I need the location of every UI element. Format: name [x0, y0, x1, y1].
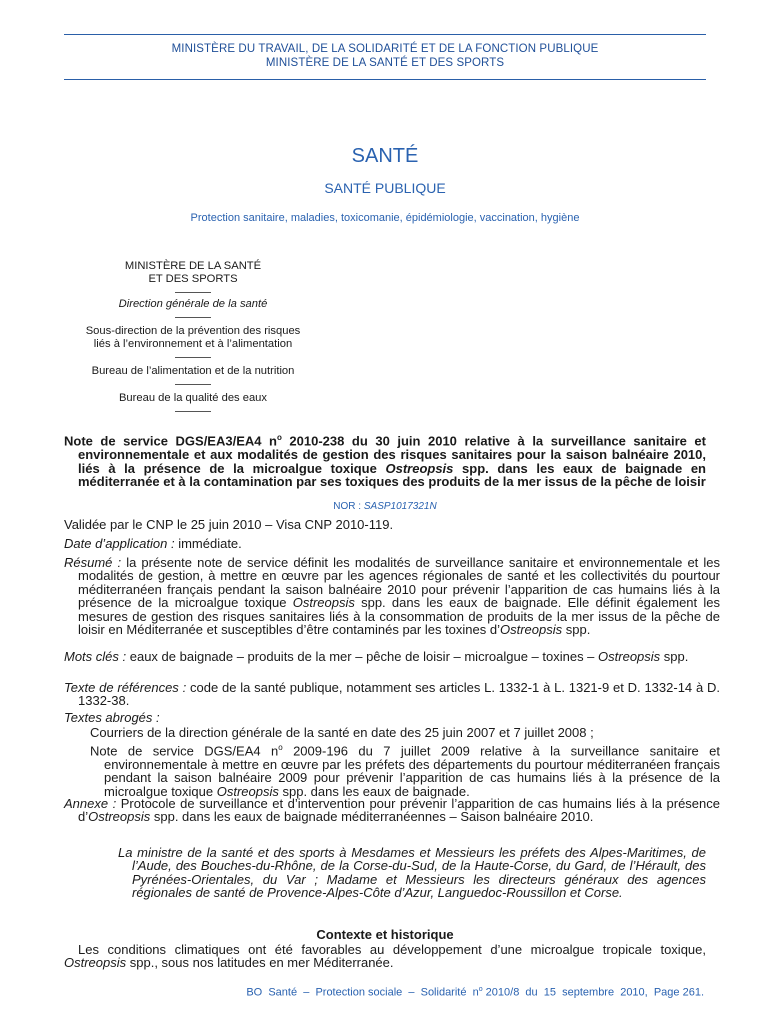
abroges-item1-text: Courriers de la direction générale de la santé en date des 25 juin 2007 et 7 juillet 2008 ;: [90, 725, 594, 740]
org-bureau-eaux: [58, 392, 328, 412]
annexe-italic: Ostreopsis: [88, 809, 151, 825]
divider: [175, 384, 211, 385]
texte-references: [64, 681, 720, 708]
abroges-item2-text: 2009-196 du 7 juillet 2009 relative à la surveillance sanitaire et environnementale à mettre en œuvre par les préfets des départements du pourtour méditerranéen français pendant la saison balnéaire 2009 pour prévenir l’apparition de cas humains liés à la présence de la microalgue toxique: [104, 743, 720, 799]
footer-text: BO Santé – Protection sociale – Solidarité n: [246, 986, 479, 999]
textes-abroges-item2: [90, 741, 720, 798]
address-paragraph: [118, 846, 706, 900]
resume-text: la présente note de service définit les modalités de surveillance sanitaire et environnementale et les modalités de gestion, à mettre en œuvre par les agences régionales de santé et les collectivités du pourtour méditerranéen français pendant la saison balnéaire 2010 pour prévenir l’apparition de cas humains liés à la présence de la microalgue toxique: [78, 555, 720, 611]
resume-text: spp. dans les eaux de baignade. Elle définit également les mesures de gestion des risques sanitaires liés à la consommation de produits de la mer issus de la pêche de loisir en Méditerranée et susceptibles d’être contaminés par les toxines d’: [78, 595, 720, 638]
annexe-paragraph: [64, 797, 720, 824]
abroges-item2-text: Note de service DGS/EA4 n: [90, 743, 279, 759]
org-ministry: [58, 260, 328, 293]
resume-text: spp.: [562, 622, 591, 638]
context-text: Les conditions climatiques ont été favorables au développement d’une microalgue tropicale toxique,: [78, 942, 706, 957]
footer-sup: o: [478, 986, 483, 993]
nor-label: NOR :: [333, 501, 362, 512]
note-title-sup: o: [276, 433, 282, 442]
note-title-text: Note de service DGS/EA3/EA4 n: [64, 433, 277, 449]
org-ministry-line2: ET DES SPORTS: [148, 273, 238, 285]
ministry-header-line1: MINISTÈRE DU TRAVAIL, DE LA SOLIDARITÉ ET DE LA FONCTION PUBLIQUE: [171, 43, 599, 55]
abroges-item2-text: spp. dans les eaux de baignade.: [278, 783, 470, 799]
resume-label: Résumé :: [64, 555, 122, 570]
textes-abroges-item1: [90, 726, 706, 739]
resume-italic: Ostreopsis: [500, 622, 563, 638]
mots-italic: Ostreopsis: [598, 649, 661, 664]
validated-text: Validée par le CNP le 25 juin 2010 – Visa CNP 2010-119.: [64, 517, 394, 532]
annexe-text: spp. dans les eaux de baignade méditerranéennes – Saison balnéaire 2010.: [150, 809, 594, 825]
section-title: SANTÉ: [351, 145, 419, 167]
note-title: [64, 431, 706, 489]
org-bureau-eaux-label: Bureau de la qualité des eaux: [118, 392, 268, 404]
header-bottom-rule: [64, 79, 706, 80]
note-title-text: spp. dans les eaux de baignade en méditerranée et à la contamination par ses toxiques des produits de la mer issus de la pêche de loisir: [78, 460, 706, 490]
date-application: [64, 537, 706, 550]
divider: [175, 357, 211, 358]
context-paragraph: [64, 943, 706, 970]
context-italic: Ostreopsis: [64, 955, 127, 971]
annexe-text: Protocole de surveillance et d’intervention pour prévenir l’apparition de cas humains liés à la présence d’: [78, 796, 720, 825]
mots-cles: [64, 650, 720, 663]
section-topics: Protection sanitaire, maladies, toxicomanie, épidémiologie, vaccination, hygiène: [190, 212, 580, 224]
abroges-label: Textes abrogés :: [64, 710, 160, 725]
validated-line: [64, 518, 706, 531]
annexe-label: Annexe :: [64, 796, 117, 811]
org-direction: [58, 298, 328, 318]
ministry-header-line2: MINISTÈRE DE LA SANTÉ ET DES SPORTS: [265, 57, 505, 69]
section-subtitle: SANTÉ PUBLIQUE: [324, 180, 446, 196]
org-direction-label: Direction générale de la santé: [118, 298, 268, 310]
org-bureau-alimentation: [58, 365, 328, 385]
org-bureau-alimentation-label: Bureau de l’alimentation et de la nutrition: [91, 365, 295, 377]
divider: [175, 317, 211, 318]
org-subdirection-line2: liés à l’environnement et à l’alimentation: [93, 338, 293, 350]
context-heading: Contexte et historique: [316, 927, 454, 942]
nor-reference: [0, 501, 770, 512]
texte-label: Texte de références :: [64, 680, 187, 695]
resume-italic: Ostreopsis: [292, 595, 355, 611]
nor-value: SASP1017321N: [363, 501, 437, 512]
note-title-italic: Ostreopsis: [385, 460, 454, 476]
org-subdirection-line1: Sous-direction de la prévention des risques: [85, 325, 301, 337]
divider: [175, 411, 211, 412]
date-value: immédiate.: [174, 536, 242, 551]
top-rule: [64, 34, 706, 35]
mots-label: Mots clés :: [64, 649, 127, 664]
texte-value: code de la santé publique, notamment ses articles L. 1332-1 à L. 1321-9 et D. 1332-14 à D. 1332-38.: [78, 680, 720, 709]
resume-paragraph: [64, 556, 720, 636]
footer-text: 2010/8 du 15 septembre 2010, Page 261.: [482, 986, 704, 999]
context-text: spp., sous nos latitudes en mer Méditerranée.: [126, 955, 394, 971]
textes-abroges-label: [64, 711, 706, 724]
org-ministry-line1: MINISTÈRE DE LA SANTÉ: [124, 260, 262, 272]
abroges-item2-sup: o: [278, 743, 283, 752]
note-title-text: 2010-238 du 30 juin 2010 relative à la surveillance sanitaire et environnementale et aux modalités de gestion des risques sanitaires pour la saison balnéaire 2010, liés à la présence de la microalgue toxique: [78, 433, 706, 476]
divider: [175, 292, 211, 293]
address-text: La ministre de la santé et des sports à Mesdames et Messieurs les préfets des Alpes-Maritimes, de l’Aude, des Bouches-du-Rhône, de la Corse-du-Sud, de la Haute-Corse, du Gard, de l’Hérault, des Pyrénées-Orientales, du Var ; Madame et Messieurs les directeurs généraux des agences régionales de santé de Provence-Alpes-Côte d’Azur, Languedoc-Roussillon et Corse.: [118, 845, 706, 901]
page-footer: [246, 986, 704, 999]
mots-text: spp.: [660, 649, 689, 664]
mots-text: eaux de baignade – produits de la mer – pêche de loisir – microalgue – toxines –: [126, 649, 599, 664]
abroges-item2-italic: Ostreopsis: [216, 783, 279, 799]
date-label: Date d’application :: [64, 536, 175, 551]
org-subdirection: [58, 325, 328, 358]
